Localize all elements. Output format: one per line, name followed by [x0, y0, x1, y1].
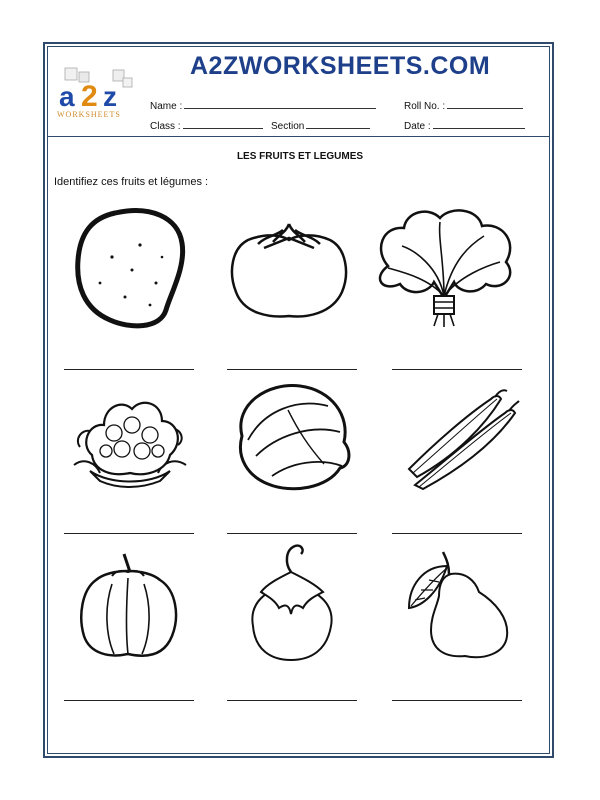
answer-line-8[interactable]: [227, 700, 357, 701]
class-field[interactable]: [150, 118, 263, 132]
tomato-icon: [228, 218, 350, 320]
section-label: Section: [271, 121, 305, 132]
answer-line-9[interactable]: [392, 700, 522, 701]
svg-text:a: a: [59, 81, 75, 112]
worksheet-title: LES FRUITS ET LEGUMES: [236, 151, 364, 162]
svg-text:2: 2: [81, 80, 98, 113]
cabbage-icon: [228, 380, 354, 494]
date-label: Date :: [404, 121, 431, 132]
class-label: Class :: [150, 121, 181, 132]
date-field[interactable]: [404, 118, 525, 132]
site-title: A2ZWORKSHEETS.COM: [190, 52, 491, 80]
class-blank[interactable]: [183, 118, 263, 129]
okra-icon: [405, 385, 521, 489]
bell-pepper-icon: [76, 550, 180, 662]
potato-icon: [70, 205, 190, 330]
cauliflower-icon: [70, 385, 190, 489]
name-blank[interactable]: [184, 98, 376, 109]
answer-line-3[interactable]: [392, 369, 522, 370]
answer-line-2[interactable]: [227, 369, 357, 370]
logo-text: WORKSHEETS: [57, 110, 121, 119]
roll-label: Roll No. :: [404, 101, 446, 112]
answer-line-7[interactable]: [64, 700, 194, 701]
answer-line-1[interactable]: [64, 369, 194, 370]
eggplant-icon: [245, 542, 339, 664]
spinach-icon: [368, 206, 520, 332]
svg-text:z: z: [103, 81, 117, 112]
roll-blank[interactable]: [447, 98, 523, 109]
name-label: Name :: [150, 101, 183, 112]
answer-line-4[interactable]: [64, 533, 194, 534]
header-divider: [47, 136, 550, 137]
a2z-logo: [55, 66, 139, 122]
section-field[interactable]: [271, 118, 370, 132]
roll-field[interactable]: [404, 98, 523, 112]
section-blank[interactable]: [306, 118, 370, 129]
name-field[interactable]: [150, 98, 376, 112]
instruction-text: Identifiez ces fruits et légumes :: [54, 176, 209, 188]
answer-line-5[interactable]: [227, 533, 357, 534]
pear-icon: [403, 546, 515, 662]
answer-line-6[interactable]: [392, 533, 522, 534]
date-blank[interactable]: [433, 118, 525, 129]
